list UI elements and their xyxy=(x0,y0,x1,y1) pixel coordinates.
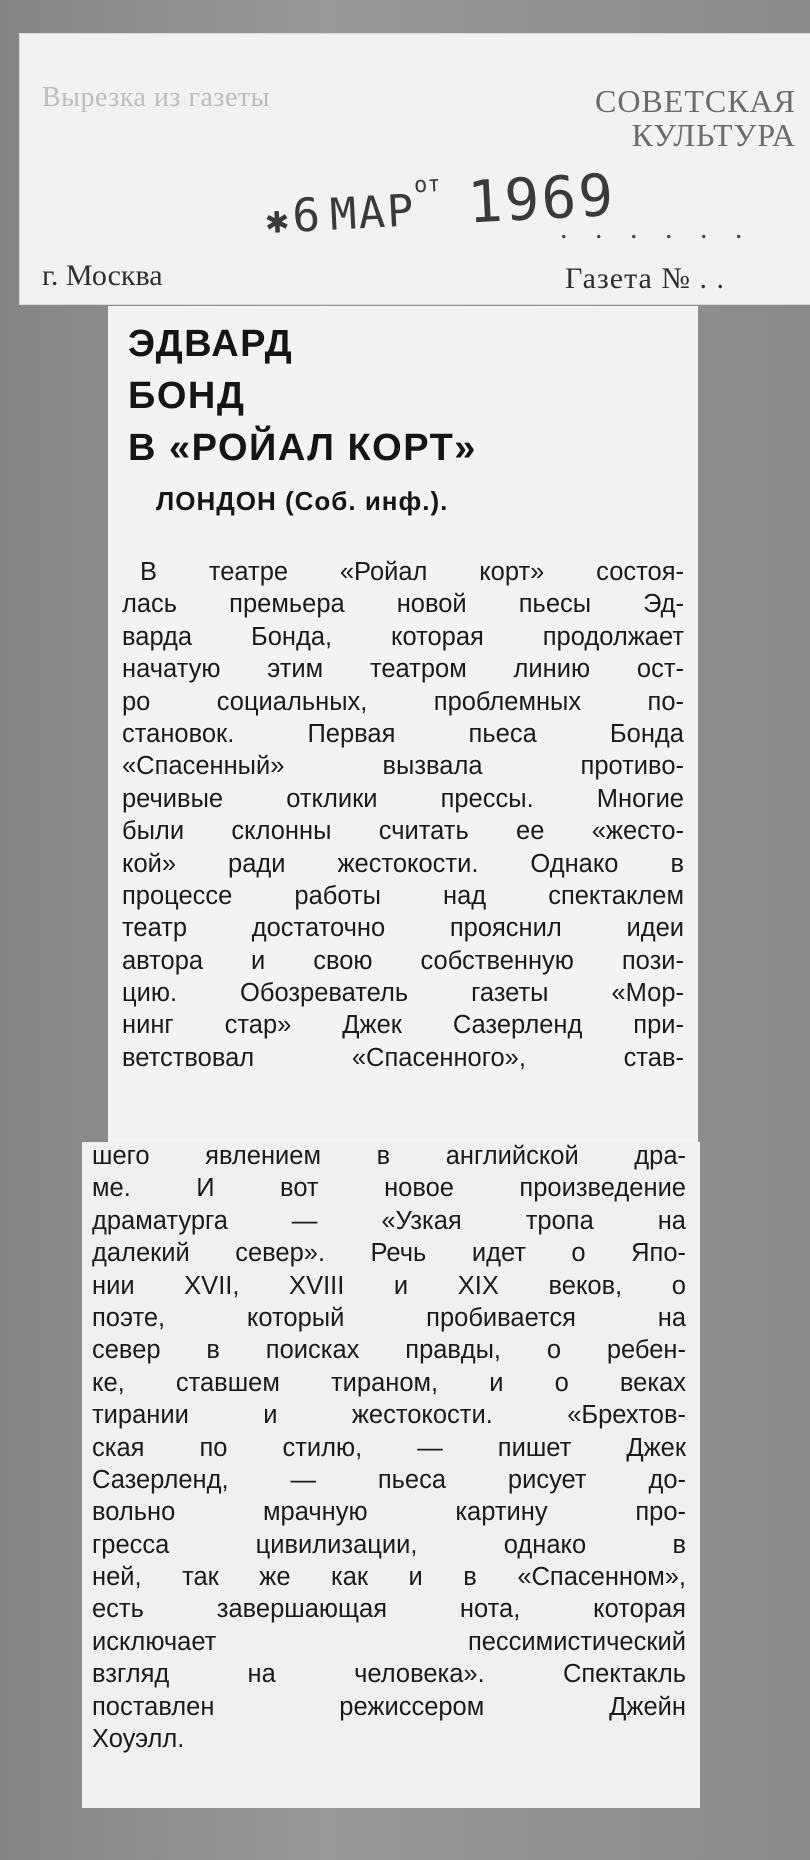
text-line: Сазерленд, — пьеса рисует до- xyxy=(92,1465,686,1494)
gazeta-number: Газета № . . xyxy=(565,262,725,295)
text-line: поставлен режиссером Джейн xyxy=(92,1692,686,1721)
clipping-label xyxy=(20,34,810,304)
asterisk-icon: ✱ xyxy=(264,196,290,243)
text-line: цию. Обозреватель газеты «Мор- xyxy=(122,979,684,1008)
text-line: ро социальных, проблемных по- xyxy=(122,687,684,716)
text-line: вольно мрачную картину про- xyxy=(92,1498,686,1527)
date-dots: . . . . . . xyxy=(560,212,753,245)
text-line: ветствовал «Спасенного», став- xyxy=(122,1043,684,1072)
stamp-month: МАР xyxy=(328,185,417,241)
dateline: ЛОНДОН (Соб. инф.). xyxy=(156,486,449,516)
newspaper-name xyxy=(536,84,796,152)
text-line: есть завершающая нота, которая xyxy=(92,1595,686,1624)
text-line: шего явлением в английской дра- xyxy=(92,1142,686,1170)
text-line: поэте, который пробивается на xyxy=(92,1303,686,1332)
text-line: ней, так же как и в «Спасенном», xyxy=(92,1563,686,1592)
headline-line: В «РОЙАЛ КОРТ» xyxy=(128,427,477,469)
text-line: драматурга — «Узкая тропа на xyxy=(92,1206,686,1235)
text-line: театр достаточно прояснил идеи xyxy=(122,914,684,943)
text-line: нии XVII, XVIII и XIX веков, о xyxy=(92,1271,686,1300)
text-line: были склонны считать ее «жесто- xyxy=(122,817,684,846)
text-line: тирании и жестокости. «Брехтов- xyxy=(92,1401,686,1430)
text-line: автора и свою собственную пози- xyxy=(122,946,684,975)
text-line: нинг стар» Джек Сазерленд при- xyxy=(122,1011,684,1040)
text-line: ме. И вот новое произведение xyxy=(92,1174,686,1203)
stamp-year: 1969 xyxy=(465,160,617,237)
headline-line: БОНД xyxy=(128,375,246,417)
text-line: становок. Первая пьеса Бонда xyxy=(122,719,684,748)
text-line: начатую этим театром линию ост- xyxy=(122,655,684,684)
source-caption: Вырезка из газеты xyxy=(42,82,270,113)
text-line: лась премьера новой пьесы Эд- xyxy=(122,590,684,619)
text-line: ке, ставшем тираном, и о веках xyxy=(92,1368,686,1397)
text-line: взгляд на человека». Спектакль xyxy=(92,1660,686,1689)
newspaper-name-line1: СОВЕТСКАЯ xyxy=(594,83,796,119)
text-line: север в поисках правды, о ребен- xyxy=(92,1336,686,1365)
text-line: ская по стилю, — пишет Джек xyxy=(92,1433,686,1462)
headline-line: ЭДВАРД xyxy=(128,323,294,365)
text-line: далекий север». Речь идет о Япо- xyxy=(92,1239,686,1268)
text-line: варда Бонда, которая продолжает xyxy=(122,622,684,651)
column-2 xyxy=(92,1140,686,1755)
newspaper-name-line2: КУЛЬТУРА xyxy=(631,117,796,153)
headline xyxy=(128,318,477,474)
column-1 xyxy=(122,556,684,1074)
text-line: исключает пессимистический xyxy=(92,1627,686,1656)
text-line: процессе работы над спектаклем xyxy=(122,881,684,910)
text-line: Хоуэлл. xyxy=(92,1725,185,1754)
text-line: гресса цивилизации, однако в xyxy=(92,1530,686,1559)
stamp-day: 6 xyxy=(290,187,322,243)
stamp-ot: от xyxy=(413,171,442,199)
text-line: «Спасенный» вызвала противо- xyxy=(122,752,684,781)
city: г. Москва xyxy=(42,259,163,292)
text-line: речивые отклики прессы. Многие xyxy=(122,784,684,813)
text-line: кой» ради жестокости. Однако в xyxy=(122,849,684,878)
text-line: В театре «Ройал корт» состоя- xyxy=(140,558,684,586)
